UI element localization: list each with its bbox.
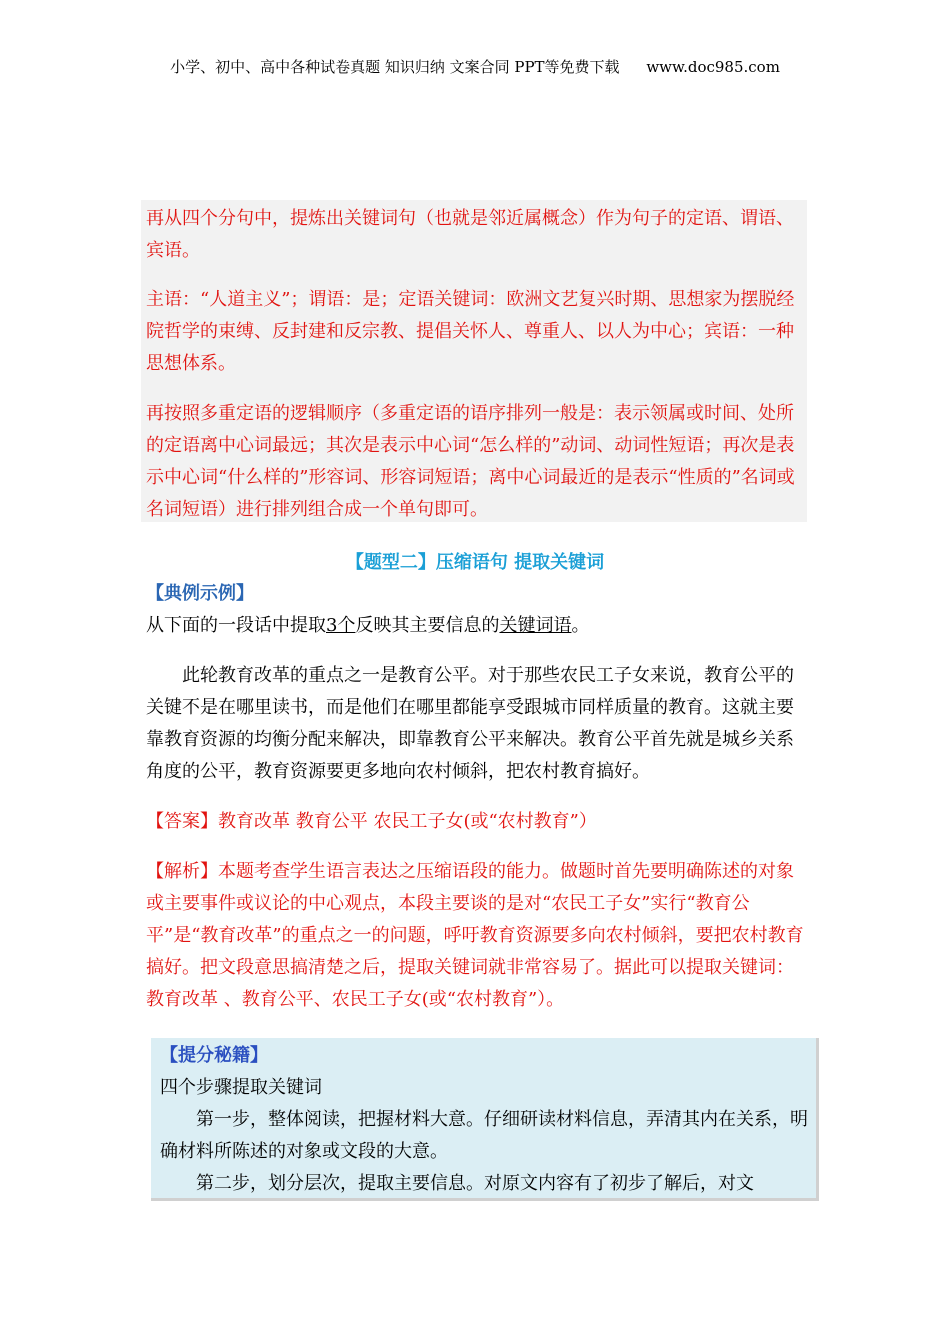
tips-step2: 第二步，划分层次，提取主要信息。对原文内容有了初步了解后，对文 — [196, 1173, 754, 1194]
question-middle: 反映其主要信息的 — [355, 615, 500, 636]
tips-title: 【提分秘籍】 — [160, 1045, 268, 1066]
tips-step1: 第一步，整体阅读，把握材料大意。仔细研读材料信息，弄清其内在关系，明确材料所陈述的对象或文段的大意。 — [160, 1109, 808, 1162]
analysis: 【解析】本题考查学生语言表达之压缩语段的能力。做题时首先要明确陈述的对象或主要事件或议论的中心观点，本段主要谈的是对“农民工子女”实行“教育公平”是“教育改革”的重点之一的问题，呼吁教育资源要多向农村倾斜，要把农村教育搞好。把文段意思搞清楚之后，提取关键词就非常容易了。据此可以提取关键词：教育改革 、教育公平、农民工子女(或“农村教育”）。 — [146, 861, 804, 1010]
question-number: 3个 — [326, 615, 356, 636]
paragraph-components: 主语：“人道主义”；谓语：是；定语关键词：欧洲文艺复兴时期、思想家为摆脱经院哲学的束缚、反封建和反宗教、提倡关怀人、尊重人、以人为中心；宾语：一种思想体系。 — [146, 289, 795, 374]
section-title: 【题型二】压缩语句 提取关键词 — [345, 552, 605, 573]
answer: 【答案】教育改革 教育公平 农民工子女(或“农村教育”） — [146, 811, 597, 832]
question-end: 。 — [571, 615, 590, 636]
page-header — [0, 56, 950, 77]
tips-line1: 四个步骤提取关键词 — [160, 1077, 322, 1098]
question — [146, 610, 806, 642]
question-keyword: 关键词语 — [499, 615, 572, 636]
passage: 此轮教育改革的重点之一是教育公平。对于那些农民工子女来说，教育公平的关键不是在哪里读书，而是他们在哪里都能享受跟城市同样质量的教育。这就主要靠教育资源的均衡分配来解决，即靠教育公平来解决。教育公平首先就是城乡关系角度的公平，教育资源要更多地向农村倾斜，把农村教育搞好。 — [146, 665, 794, 782]
header-text: 小学、初中、高中各种试卷真题 知识归纳 文案合同 PPT等免费下载 — [170, 58, 620, 76]
paragraph-order: 再按照多重定语的逻辑顺序（多重定语的语序排列一般是：表示领属或时间、处所的定语离中心词最远；其次是表示中心词“怎么样的”动词、动词性短语；再次是表示中心词“什么样的”形容词、形容词短语；离中心词最近的是表示“性质的”名词或名词短语）进行排列组合成一个单句即可。 — [146, 403, 795, 520]
question-prefix: 从下面的一段话中提取 — [146, 615, 326, 636]
header-site-link[interactable]: www.doc985.com — [646, 58, 780, 76]
example-label-text: 【典例示例】 — [146, 583, 254, 604]
paragraph-extract: 再从四个分句中，提炼出关键词句（也就是邻近属概念）作为句子的定语、谓语、宾语。 — [146, 208, 794, 261]
example-label — [146, 578, 806, 610]
